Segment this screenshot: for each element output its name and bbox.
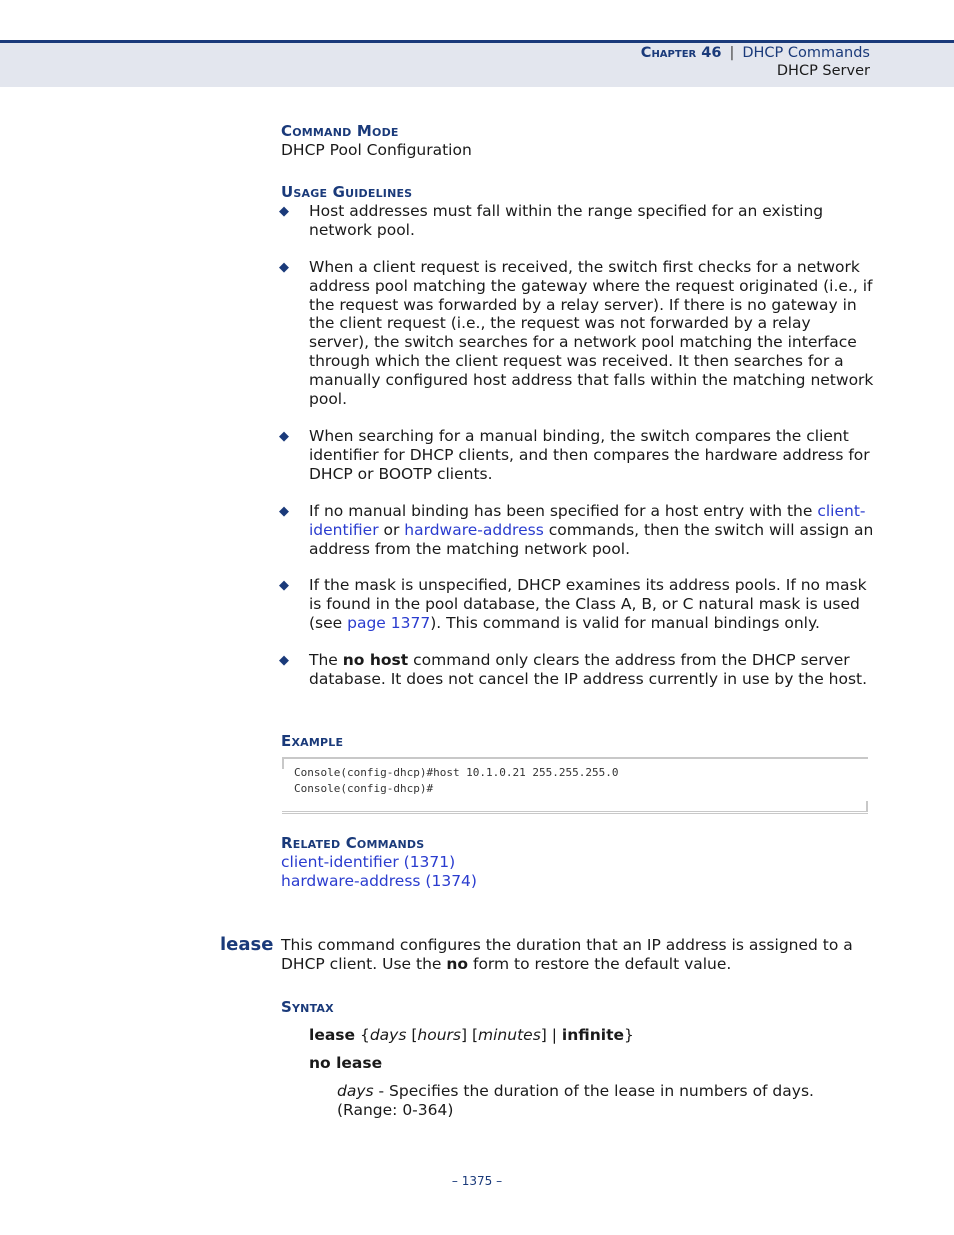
syntax-bracket: ] | xyxy=(540,1026,562,1044)
param-days-text: - Specifies the duration of the lease in numbers of days. (Range: 0-364) xyxy=(337,1082,814,1119)
syntax-infinite-keyword: infinite xyxy=(561,1026,625,1044)
bullet-4-text-post: commands, then the switch will assign an address from the matching network pool. xyxy=(309,520,874,558)
syntax-brace-close: } xyxy=(624,1026,634,1044)
syntax-no-lease: no lease xyxy=(309,1054,383,1072)
example-heading: Example xyxy=(281,732,344,750)
command-mode-heading: Command Mode xyxy=(281,122,399,140)
code-box-corner xyxy=(282,759,284,769)
lease-command-title: lease xyxy=(220,934,274,955)
running-header-section: DHCP Server xyxy=(776,63,870,79)
syntax-bracket: [ xyxy=(406,1026,418,1044)
no-host-keyword: no host xyxy=(342,651,409,669)
bullet-5-text-pre: If the mask is unspecified, DHCP examines its address pools. If no mask is found in the pool database, the Class A, B, or C natural mask is used (see xyxy=(309,576,867,632)
syntax-bracket: ] [ xyxy=(461,1026,479,1044)
syntax-hours-param: hours xyxy=(417,1026,461,1044)
code-box-corner xyxy=(866,801,868,811)
command-mode-text: DHCP Pool Configuration xyxy=(281,141,472,159)
bullet-icon: ◆ xyxy=(279,578,289,593)
usage-bullet-1: Host addresses must fall within the range specified for an existing network pool. xyxy=(309,202,824,239)
bullet-icon: ◆ xyxy=(279,204,289,219)
usage-bullet-5 xyxy=(309,576,874,632)
bullet-icon: ◆ xyxy=(279,504,289,519)
related-link-hardware-address[interactable]: hardware-address (1374) xyxy=(281,872,477,890)
syntax-heading: Syntax xyxy=(281,998,334,1016)
client-identifier-link[interactable]: client-identifier xyxy=(309,502,866,539)
lease-desc-pre: This command configures the duration that an IP address is assigned to a DHCP client. Use the xyxy=(281,936,853,973)
bullet-4-text-pre: If no manual binding has been specified for a host entry with the xyxy=(309,502,818,520)
no-keyword: no xyxy=(446,954,469,973)
param-days-desc xyxy=(337,1082,857,1119)
usage-bullet-2: When a client request is received, the switch first checks for a network address pool matching the gateway where the request originated (i.e., if the request was forwarded by a relay server). If there is no gateway in the client request (i.e., the request was not forwarded by a relay server), the switch searches for a network pool matching the interface through which the client request was received. It then searches for a manually configured host address that falls within the matching network pool. xyxy=(309,258,874,408)
page-number: – 1375 – xyxy=(451,1174,503,1188)
bullet-icon: ◆ xyxy=(279,429,289,444)
syntax-minutes-param: minutes xyxy=(478,1026,541,1044)
code-line-2: Console(config-dhcp)# xyxy=(294,782,434,795)
param-days-name: days xyxy=(337,1082,374,1100)
header-separator: | xyxy=(729,45,735,61)
usage-bullet-3: When searching for a manual binding, the switch compares the client identifier for DHCP clients, and then compares the hardware address for DHCP or BOOTP clients. xyxy=(309,427,870,483)
bullet-6-text-post: command only clears the address from the DHCP server database. It does not cancel the IP address currently in use by the host. xyxy=(309,651,868,688)
usage-bullet-6 xyxy=(309,651,874,689)
running-header-chapter xyxy=(641,45,870,61)
bullet-4-text-mid: or xyxy=(378,520,405,539)
related-link-client-identifier[interactable]: client-identifier (1371) xyxy=(281,853,456,871)
syntax-line-2 xyxy=(309,1054,382,1073)
usage-guidelines-heading: Usage Guidelines xyxy=(281,183,413,201)
page-1377-link[interactable]: page 1377 xyxy=(347,613,431,632)
syntax-line-1 xyxy=(309,1026,634,1045)
bullet-6-text-pre: The xyxy=(309,651,343,669)
related-commands-heading: Related Commands xyxy=(281,834,425,852)
lease-desc-post: form to restore the default value. xyxy=(468,954,732,973)
lease-description xyxy=(281,936,871,973)
code-line-1: Console(config-dhcp)#host 10.1.0.21 255.255.255.0 xyxy=(294,766,619,779)
bullet-5-text-post: ). This command is valid for manual bindings only. xyxy=(430,613,820,632)
usage-bullet-4 xyxy=(309,502,874,558)
syntax-brace-open: { xyxy=(355,1026,370,1044)
syntax-days-param: days xyxy=(369,1026,407,1044)
bullet-icon: ◆ xyxy=(279,260,289,275)
chapter-label: Chapter 46 xyxy=(640,45,722,61)
chapter-title: DHCP Commands xyxy=(742,45,870,61)
bullet-icon: ◆ xyxy=(279,653,289,668)
syntax-lease-keyword: lease xyxy=(309,1026,356,1044)
hardware-address-link[interactable]: hardware-address xyxy=(404,520,544,539)
